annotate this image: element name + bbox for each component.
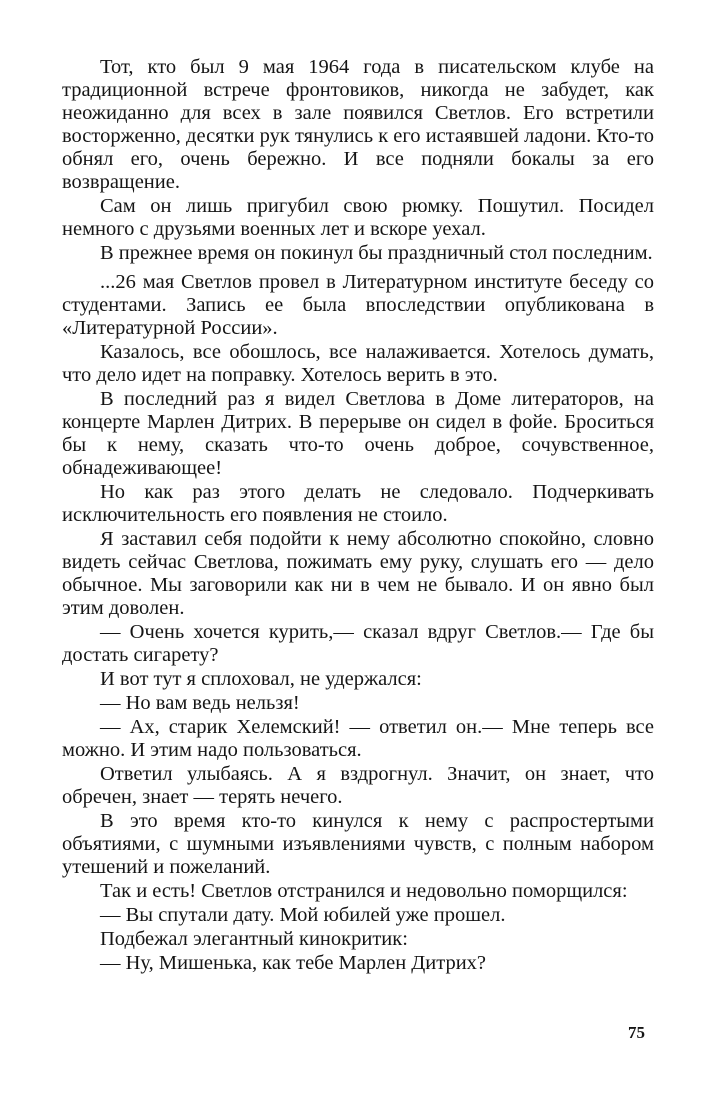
paragraph: Подбежал элегантный кинокритик:: [100, 928, 408, 950]
paragraph: В прежнее время он покинул бы праздничный стол последним.: [100, 242, 653, 264]
paragraph: — Ах, старик Хелемский! — ответил он.— Мне теперь все можно. И этим надо пользоваться.: [62, 716, 654, 761]
page-number: 75: [628, 1023, 645, 1042]
paragraph: Так и есть! Светлов отстранился и недовольно поморщился:: [100, 880, 628, 902]
paragraph: В это время кто-то кинулся к нему с распростертыми объятиями, с шумными изъявлениями чувств, с полным набором утешений и пожеланий.: [62, 810, 654, 878]
paragraph: — Ну, Мишенька, как тебе Марлен Дитрих?: [100, 952, 487, 974]
paragraph: В последний раз я видел Светлова в Доме литераторов, на концерте Марлен Дитрих. В перерыве он сидел в фойе. Броситься бы к нему, сказать что-то очень доброе, сочувственное, обнадеживающее!: [62, 388, 654, 479]
page-text: [62, 56, 654, 976]
paragraph: Казалось, все обошлось, все налаживается. Хотелось думать, что дело идет на поправку. Хотелось верить в это.: [62, 341, 654, 386]
paragraph: Я заставил себя подойти к нему абсолютно спокойно, словно видеть сейчас Светлова, пожимать ему руку, слушать его — дело обычное. Мы заговорили как ни в чем не бывало. И он явно был этим доволен.: [62, 528, 654, 619]
paragraph: Тот, кто был 9 мая 1964 года в писательском клубе на традиционной встрече фронтовиков, никогда не забудет, как неожиданно для всех в зале появился Светлов. Его встретили восторженно, десятки рук тянулись к его истаявшей ладони. Кто-то обнял его, очень бережно. И все подняли бокалы за его возвращение.: [62, 56, 654, 193]
paragraph: — Вы спутали дату. Мой юбилей уже прошел.: [100, 904, 506, 926]
paragraph: ...26 мая Светлов провел в Литературном институте беседу со студентами. Запись ее была впоследствии опубликована в «Литературной России».: [62, 271, 654, 339]
paragraph: — Очень хочется курить,— сказал вдруг Светлов.— Где бы достать сигарету?: [62, 621, 654, 666]
paragraph: Сам он лишь пригубил свою рюмку. Пошутил. Посидел немного с друзьями военных лет и вскоре уехал.: [62, 195, 654, 240]
paragraph: Но как раз этого делать не следовало. Подчеркивать исключительность его появления не стоило.: [62, 481, 654, 526]
paragraph: — Но вам ведь нельзя!: [100, 692, 300, 714]
paragraph: Ответил улыбаясь. А я вздрогнул. Значит, он знает, что обречен, знает — терять нечего.: [62, 763, 654, 808]
paragraph: И вот тут я сплоховал, не удержался:: [100, 668, 422, 690]
